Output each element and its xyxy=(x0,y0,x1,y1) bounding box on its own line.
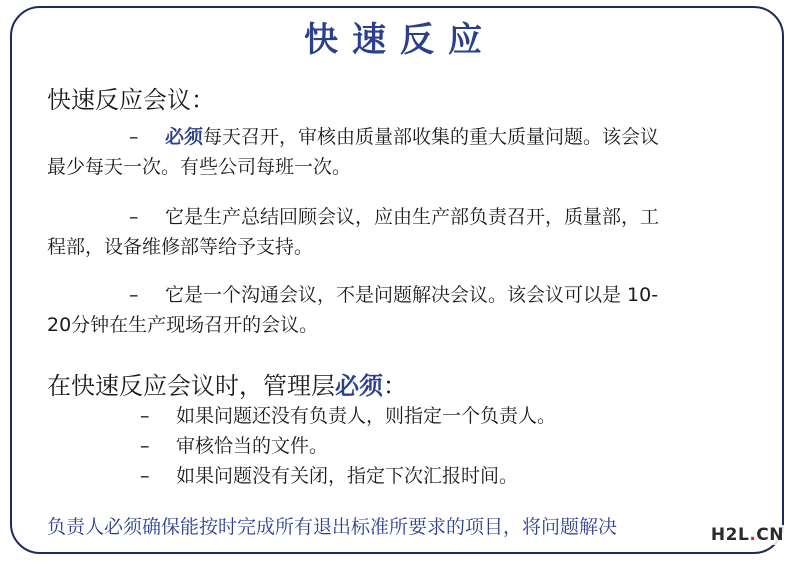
meeting-point-2-line1: 它是生产总结回顾会议，应由生产部负责召开，质量部，工 xyxy=(165,206,660,228)
bullet-dash: – xyxy=(140,465,150,487)
management-item-1-text: 如果问题还没有负责人，则指定一个负责人。 xyxy=(176,405,557,427)
management-heading-emphasis: 必须 xyxy=(335,372,383,400)
management-item-1 xyxy=(140,402,556,430)
meeting-point-3-line2: 20分钟在生产现场召开的会议。 xyxy=(47,314,319,336)
bullet-dash: – xyxy=(129,206,139,228)
bullet-dash: – xyxy=(129,284,139,306)
footer-note: 负责人必须确保能按时完成所有退出标准所要求的项目，将问题解决 xyxy=(47,516,618,538)
management-item-2-text: 审核恰当的文件。 xyxy=(176,435,329,457)
meeting-point-1 xyxy=(47,122,767,182)
meeting-point-1-line2: 最少每天一次。有些公司每班一次。 xyxy=(47,156,352,178)
meeting-point-3-line1: 它是一个沟通会议，不是问题解决会议。该会议可以是 10- xyxy=(165,284,659,306)
meeting-point-2 xyxy=(47,202,767,262)
emphasis-must: 必须 xyxy=(165,126,204,148)
bullet-dash: – xyxy=(140,405,150,427)
management-heading-suffix: ： xyxy=(383,372,407,400)
management-item-3-text: 如果问题没有关闭，指定下次汇报时间。 xyxy=(176,465,519,487)
meeting-point-2-line2: 程部，设备维修部等给予支持。 xyxy=(47,236,314,258)
slide-title: 快速反应 xyxy=(304,20,496,60)
watermark-dot: . xyxy=(749,525,757,545)
management-item-3 xyxy=(140,462,518,490)
watermark-text-h2l: H2L xyxy=(710,525,750,545)
bullet-dash: – xyxy=(140,435,150,457)
watermark-text-cn: CN xyxy=(756,525,784,545)
section-heading-meeting: 快速反应会议： xyxy=(47,86,215,114)
bullet-dash: – xyxy=(129,126,139,148)
section-heading-management xyxy=(47,366,407,401)
management-item-2 xyxy=(140,432,328,460)
meeting-point-1-line1: 每天召开，审核由质量部收集的重大质量问题。该会议 xyxy=(203,126,660,148)
management-heading-prefix: 在快速反应会议时，管理层 xyxy=(47,372,335,400)
site-watermark xyxy=(709,525,786,545)
meeting-point-3 xyxy=(47,280,767,340)
